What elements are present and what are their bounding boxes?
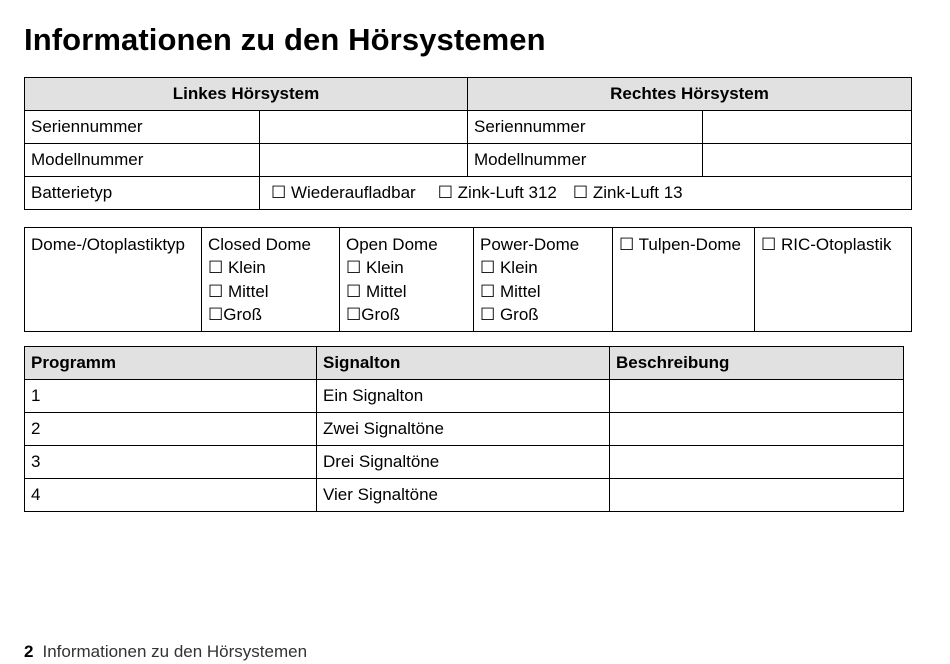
left-model-label: Modellnummer bbox=[25, 144, 260, 177]
program-number: 3 bbox=[25, 446, 317, 479]
table-row bbox=[25, 380, 904, 413]
description-field[interactable] bbox=[610, 479, 904, 512]
closed-dome-small[interactable]: ☐ Klein bbox=[208, 258, 266, 278]
ric-earmold-option[interactable]: ☐ RIC-Otoplastik bbox=[761, 235, 892, 254]
closed-dome-medium[interactable]: ☐ Mittel bbox=[208, 281, 269, 301]
signal-tone: Vier Signaltöne bbox=[317, 479, 610, 512]
right-serial-field[interactable] bbox=[703, 111, 912, 144]
signal-column-header: Signalton bbox=[317, 347, 610, 380]
page-footer bbox=[24, 642, 307, 662]
power-dome-cell bbox=[474, 228, 613, 332]
closed-dome-title: Closed Dome bbox=[208, 235, 311, 254]
battery-option-rechargeable[interactable]: ☐ Wiederaufladbar bbox=[271, 183, 416, 202]
dome-type-table bbox=[24, 227, 912, 332]
page-title: Informationen zu den Hörsystemen bbox=[24, 22, 546, 57]
power-dome-title: Power-Dome bbox=[480, 235, 580, 254]
left-hearing-aid-header: Linkes Hörsystem bbox=[25, 78, 468, 111]
table-row bbox=[25, 413, 904, 446]
battery-type-label: Batterietyp bbox=[25, 177, 260, 210]
left-serial-label: Seriennummer bbox=[25, 111, 260, 144]
description-field[interactable] bbox=[610, 413, 904, 446]
footer-title: Informationen zu den Hörsystemen bbox=[42, 642, 308, 661]
power-dome-small[interactable]: ☐ Klein bbox=[480, 258, 538, 278]
power-dome-medium[interactable]: ☐ Mittel bbox=[480, 281, 541, 301]
signal-tone: Ein Signalton bbox=[317, 380, 610, 413]
program-number: 1 bbox=[25, 380, 317, 413]
power-dome-large[interactable]: ☐ Groß bbox=[480, 304, 539, 324]
page-number: 2 bbox=[24, 642, 34, 661]
signal-tone: Drei Signaltöne bbox=[317, 446, 610, 479]
description-field[interactable] bbox=[610, 380, 904, 413]
closed-dome-cell bbox=[202, 228, 340, 332]
ric-earmold-cell bbox=[755, 228, 912, 332]
open-dome-medium[interactable]: ☐ Mittel bbox=[346, 281, 407, 301]
open-dome-large[interactable]: ☐Groß bbox=[346, 304, 400, 324]
hearing-aid-info-table bbox=[24, 77, 912, 210]
tulip-dome-option[interactable]: ☐ Tulpen-Dome bbox=[619, 235, 742, 254]
right-model-field[interactable] bbox=[703, 144, 912, 177]
left-model-field[interactable] bbox=[260, 144, 468, 177]
program-number: 2 bbox=[25, 413, 317, 446]
closed-dome-large[interactable]: ☐Groß bbox=[208, 304, 262, 324]
description-column-header: Beschreibung bbox=[610, 347, 904, 380]
signal-tone: Zwei Signaltöne bbox=[317, 413, 610, 446]
program-column-header: Programm bbox=[25, 347, 317, 380]
right-hearing-aid-header: Rechtes Hörsystem bbox=[468, 78, 912, 111]
open-dome-title: Open Dome bbox=[346, 235, 438, 254]
dome-type-label: Dome-/Otoplastiktyp bbox=[25, 228, 202, 332]
open-dome-small[interactable]: ☐ Klein bbox=[346, 258, 404, 278]
battery-option-zinc-air-312[interactable]: ☐ Zink-Luft 312 bbox=[437, 183, 557, 202]
left-serial-field[interactable] bbox=[260, 111, 468, 144]
program-number: 4 bbox=[25, 479, 317, 512]
open-dome-cell bbox=[340, 228, 474, 332]
tulip-dome-cell bbox=[613, 228, 755, 332]
description-field[interactable] bbox=[610, 446, 904, 479]
right-model-label: Modellnummer bbox=[468, 144, 703, 177]
battery-option-zinc-air-13[interactable]: ☐ Zink-Luft 13 bbox=[572, 183, 683, 202]
battery-options bbox=[260, 177, 912, 210]
right-serial-label: Seriennummer bbox=[468, 111, 703, 144]
table-row bbox=[25, 479, 904, 512]
table-row bbox=[25, 446, 904, 479]
program-table bbox=[24, 346, 904, 512]
